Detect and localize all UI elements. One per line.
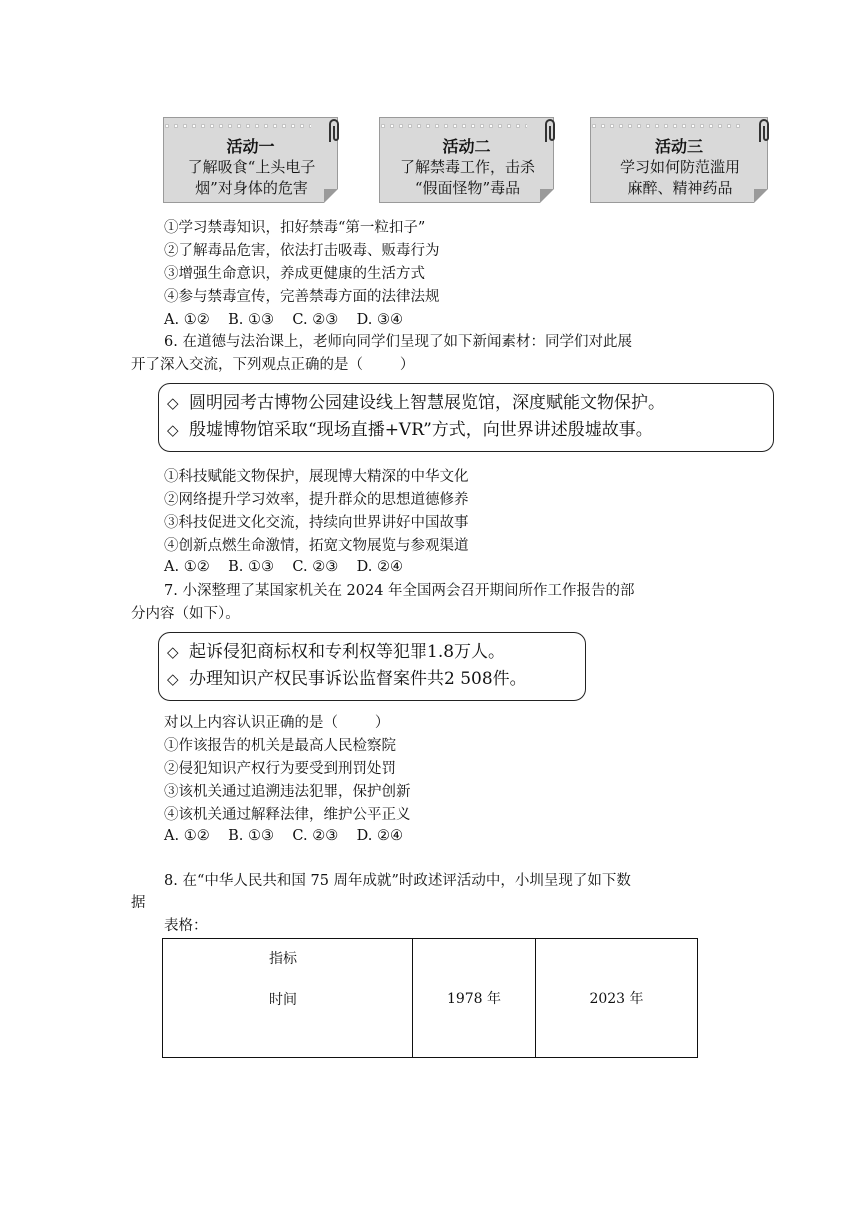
news-item-text: 圆明园考古博物公园建设线上智慧展览馆，深度赋能文物保护。 <box>189 393 665 413</box>
table-header-cell <box>163 939 413 1058</box>
q6-option-2: ②网络提升学习效率，提升群众的思想道德修养 <box>164 492 469 508</box>
q7-report-box <box>158 632 586 701</box>
paperclip-icon <box>325 116 343 146</box>
q7-stem-line2: 分内容（如下）。 <box>131 606 240 622</box>
q7-option-3: ③该机关通过追溯违法犯罪，保护创新 <box>164 784 411 800</box>
activity-card-3 <box>590 117 768 203</box>
diamond-bullet-icon: ◇ <box>167 421 179 439</box>
table-cell-1978: 1978 年 <box>413 939 536 1058</box>
activity-title: 活动三 <box>654 137 703 156</box>
q6-news-box <box>158 383 774 452</box>
q6-option-4: ④创新点燃生命激情，拓宽文物展览与参观渠道 <box>164 538 469 554</box>
paperclip-icon <box>541 116 559 146</box>
q6-answers: A. ①② B. ①③ C. ②③ D. ②④ <box>164 559 403 575</box>
q8-stem-line1: 8. 在“中华人民共和国 75 周年成就”时政述评活动中，小圳呈现了如下数 <box>164 873 631 889</box>
q8-table-label: 表格： <box>164 918 208 934</box>
page-fold <box>754 189 768 203</box>
q6-option-3: ③科技促进文化交流，持续向世界讲好中国故事 <box>164 515 469 531</box>
q8-data-table <box>162 938 698 1058</box>
page-fold <box>324 189 338 203</box>
activity-desc: 了解禁毒工作，击杀 “假面怪物”毒品 <box>399 158 535 197</box>
paperclip-icon <box>755 116 773 146</box>
q5-option-3: ③增强生命意识，养成更健康的生活方式 <box>164 266 425 282</box>
activity-desc: 了解吸食“上头电子 烟”对身体的危害 <box>187 158 316 197</box>
activity-card-1 <box>163 117 338 203</box>
activity-title: 活动二 <box>442 137 491 156</box>
report-item <box>167 639 585 666</box>
header-time: 时间 <box>269 992 297 1008</box>
q8-stem-line2: 据 <box>131 895 146 911</box>
report-item-text: 办理知识产权民事诉讼监督案件共2 508件。 <box>189 669 527 689</box>
activity-desc: 学习如何防范滥用 麻醉、精神药品 <box>619 158 740 197</box>
page-fold <box>540 189 554 203</box>
q5-option-4: ④参与禁毒宣传，完善禁毒方面的法律法规 <box>164 289 440 305</box>
news-item-text: 殷墟博物馆采取“现场直播+VR”方式，向世界讲述殷墟故事。 <box>189 420 653 440</box>
diamond-bullet-icon: ◇ <box>167 394 179 412</box>
q7-option-1: ①作该报告的机关是最高人民检察院 <box>164 738 396 754</box>
news-item <box>167 390 773 417</box>
q5-answers: A. ①② B. ①③ C. ②③ D. ③④ <box>164 312 403 328</box>
activity-card-2 <box>379 117 554 203</box>
header-indicator: 指标 <box>269 951 297 967</box>
q7-answers: A. ①② B. ①③ C. ②③ D. ②④ <box>164 828 403 844</box>
report-item-text: 起诉侵犯商标权和专利权等犯罪1.8万人。 <box>189 642 506 662</box>
punch-holes <box>164 123 311 129</box>
punch-holes <box>591 123 741 129</box>
q5-option-2: ②了解毒品危害，依法打击吸毒、贩毒行为 <box>164 243 440 259</box>
news-item <box>167 417 773 444</box>
table-row <box>163 939 698 1058</box>
report-item <box>167 666 585 693</box>
q7-option-2: ②侵犯知识产权行为要受到刑罚处罚 <box>164 761 396 777</box>
activity-title: 活动一 <box>226 137 275 156</box>
q6-option-1: ①科技赋能文物保护，展现博大精深的中华文化 <box>164 469 469 485</box>
q7-stem-line1: 7. 小深整理了某国家机关在 2024 年全国两会召开期间所作工作报告的部 <box>164 583 635 599</box>
q7-prompt: 对以上内容认识正确的是（ ） <box>164 715 390 731</box>
q5-option-1: ①学习禁毒知识，扣好禁毒“第一粒扣子” <box>164 220 426 236</box>
q7-option-4: ④该机关通过解释法律，维护公平正义 <box>164 807 411 823</box>
diamond-bullet-icon: ◇ <box>167 643 179 661</box>
punch-holes <box>380 123 527 129</box>
q6-stem-line2: 开了深入交流，下列观点正确的是（ ） <box>131 357 415 373</box>
table-cell-2023: 2023 年 <box>536 939 698 1058</box>
q6-stem-line1: 6. 在道德与法治课上，老师向同学们呈现了如下新闻素材：同学们对此展 <box>164 334 632 350</box>
diamond-bullet-icon: ◇ <box>167 670 179 688</box>
